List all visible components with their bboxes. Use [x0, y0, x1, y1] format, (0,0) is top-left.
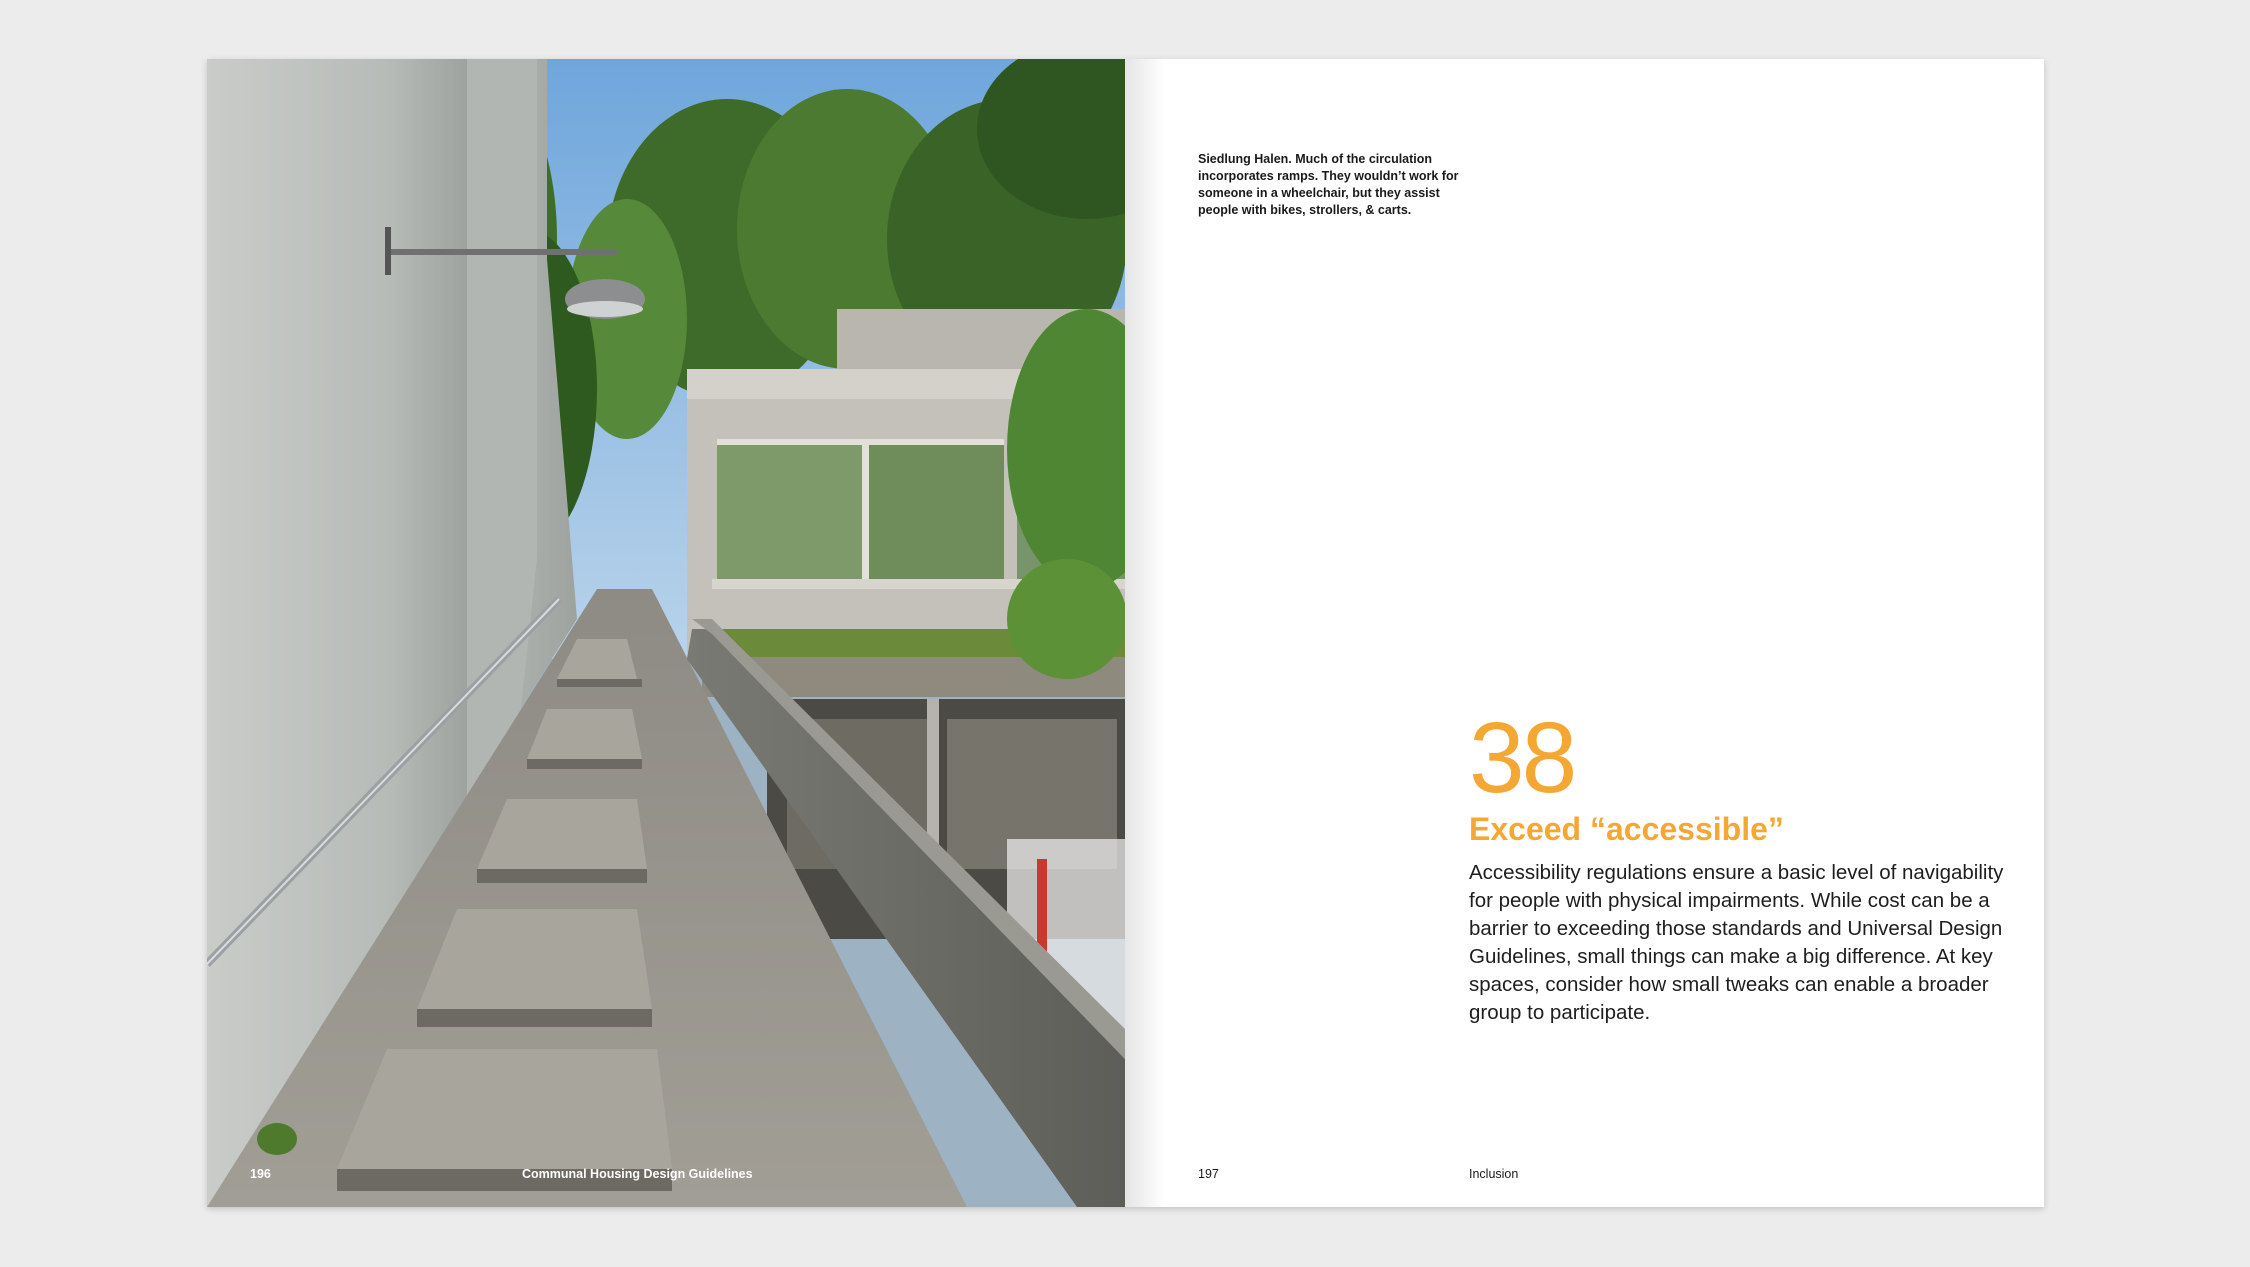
guideline-number: 38: [1469, 702, 1575, 814]
stairway-photo: [207, 59, 1125, 1207]
guideline-body: Accessibility regulations ensure a basic level of navigability for people with physical impairments. While cost can be a barrier to exceeding those standards and Universal Design Guidelines, small things can make a big difference. At key spaces, consider how small tweaks can enable a broader group to participate.: [1469, 861, 2004, 1024]
guideline-title: Exceed “accessible”: [1469, 811, 1784, 847]
right-page: [1125, 59, 2044, 1207]
book-spread: [207, 59, 2044, 1207]
section-footer: Inclusion: [1469, 1167, 1519, 1181]
left-page: [207, 59, 1125, 1207]
left-page-number: 196: [250, 1167, 271, 1181]
photo-caption: Siedlung Halen. Much of the circulation incorporates ramps. They wouldn’t work for someone in a wheelchair, but they assist people with bikes, strollers, & carts.: [1198, 152, 1459, 217]
book-title-footer: Communal Housing Design Guidelines: [522, 1167, 753, 1181]
right-page-number: 197: [1198, 1167, 1219, 1181]
